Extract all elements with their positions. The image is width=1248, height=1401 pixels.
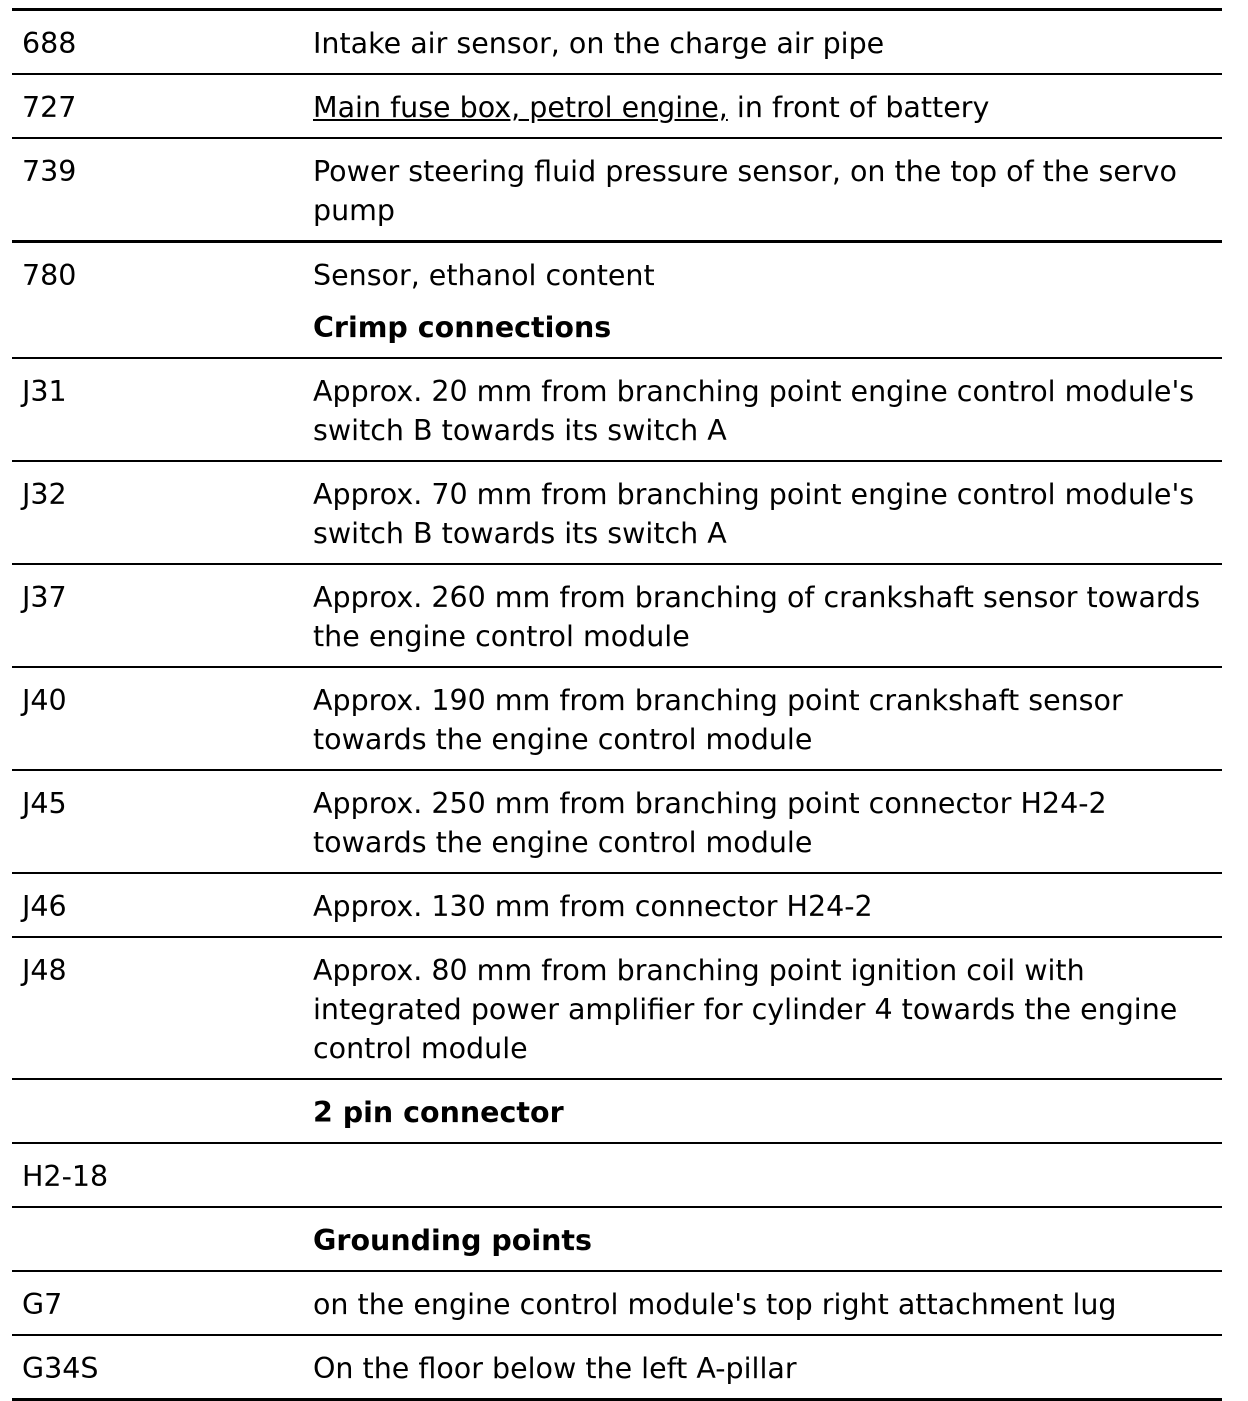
table-row xyxy=(12,1143,1222,1207)
table-row xyxy=(12,667,1222,770)
section-heading-row xyxy=(12,1207,1222,1271)
row-description: Sensor, ethanol content xyxy=(313,259,655,292)
row-description: Approx. 20 mm from branching point engine control module's switch B towards its switch A xyxy=(313,358,1222,461)
table-row xyxy=(12,358,1222,461)
component-location-table xyxy=(12,8,1222,1401)
row-description: On the floor below the left A-pillar xyxy=(313,1335,1222,1400)
main-fuse-box-link[interactable]: Main fuse box, petrol engine, xyxy=(313,91,728,124)
row-code: H2-18 xyxy=(12,1143,313,1207)
empty-cell xyxy=(12,295,313,358)
table-row xyxy=(12,138,1222,242)
row-description: Approx. 250 mm from branching point connector H24-2 towards the engine control module xyxy=(313,770,1222,873)
row-code: G34S xyxy=(12,1335,313,1400)
empty-cell xyxy=(12,1207,313,1271)
row-code: J37 xyxy=(12,564,313,667)
table-row xyxy=(12,770,1222,873)
table-row xyxy=(12,873,1222,937)
row-code: 727 xyxy=(12,74,313,138)
table-row xyxy=(12,10,1222,75)
row-code: J40 xyxy=(12,667,313,770)
section-heading: Grounding points xyxy=(313,1207,1222,1271)
table-row xyxy=(12,461,1222,564)
row-code: J31 xyxy=(12,358,313,461)
row-code: 780 xyxy=(22,259,77,292)
table-row xyxy=(12,564,1222,667)
table-row xyxy=(12,1271,1222,1335)
row-description: on the engine control module's top right attachment lug xyxy=(313,1271,1222,1335)
section-heading-row xyxy=(12,295,1222,358)
empty-cell xyxy=(12,1079,313,1143)
row-description xyxy=(313,1143,1222,1207)
row-code: 739 xyxy=(12,138,313,242)
section-heading-row xyxy=(12,1079,1222,1143)
section-heading: Crimp connections xyxy=(313,295,1222,358)
row-code: J46 xyxy=(12,873,313,937)
row-description: Approx. 190 mm from branching point crankshaft sensor towards the engine control module xyxy=(313,667,1222,770)
row-code: J32 xyxy=(12,461,313,564)
table-row xyxy=(12,1335,1222,1400)
row-description: Power steering fluid pressure sensor, on the top of the servo pump xyxy=(313,138,1222,242)
row-description: Intake air sensor, on the charge air pipe xyxy=(313,10,1222,75)
row-code: G7 xyxy=(12,1271,313,1335)
row-description xyxy=(313,74,1222,138)
row-code: J48 xyxy=(12,937,313,1079)
row-description: Approx. 80 mm from branching point ignition coil with integrated power amplifier for cylinder 4 towards the engine control module xyxy=(313,937,1222,1079)
table-row xyxy=(12,242,1222,296)
row-code: 688 xyxy=(12,10,313,75)
table-row xyxy=(12,937,1222,1079)
row-description: Approx. 130 mm from connector H24-2 xyxy=(313,873,1222,937)
row-description-rest: in front of battery xyxy=(727,91,990,124)
table-row xyxy=(12,74,1222,138)
row-description: Approx. 260 mm from branching of crankshaft sensor towards the engine control module xyxy=(313,564,1222,667)
row-description: Approx. 70 mm from branching point engine control module's switch B towards its switch A xyxy=(313,461,1222,564)
row-code: J45 xyxy=(12,770,313,873)
section-heading: 2 pin connector xyxy=(313,1079,1222,1143)
